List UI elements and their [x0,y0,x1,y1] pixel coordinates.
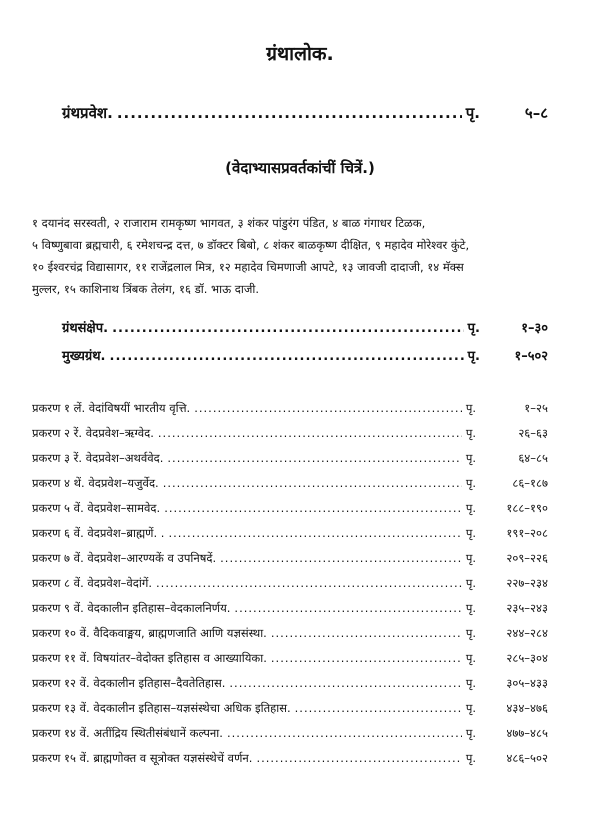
page-range: ५–८ [524,104,548,122]
page-range: २८५–३०४ [506,651,548,665]
page-range: १९१–२०८ [506,526,548,540]
chapter-row [32,751,548,766]
entry-label: मुख्यग्रंथ. [62,349,106,364]
page-range: ४७७–४८५ [506,726,548,740]
chapter-row [32,726,548,741]
leader-dots [110,349,464,364]
leader-dots [295,701,462,715]
chapter-title: प्रकरण ३ रें. वेदप्रवेश–अथर्ववेद. [32,451,164,465]
page-prefix: पृ. [465,751,476,765]
leader-dots [112,321,464,336]
chapter-title: प्रकरण ७ वें. वेदप्रवेश–आरण्यकें व उपनिषदें. [32,551,217,565]
chapter-row [32,626,548,641]
entry-label: ग्रंथसंक्षेप. [62,321,109,336]
page-range: १–२५ [524,401,548,415]
toc-entry-mukhyagranth [62,346,548,364]
page-range: १–५०२ [514,349,548,364]
page-range: १८८–१९० [506,501,548,515]
chapter-title: प्रकरण १३ वें. वेदकालीन इतिहास–यज्ञसंस्थेचा अधिक इतिहास. [32,701,291,715]
page-prefix: पृ. [465,626,476,640]
page-prefix: पृ. [465,701,476,715]
page-prefix: पृ. [465,526,476,540]
page-range: २४४–२८४ [506,626,548,640]
portraits-heading: (वेदाभ्यासप्रवर्तकांचीं चित्रें.) [225,159,375,177]
chapter-title: प्रकरण २ रें. वेदप्रवेश–ऋग्वेद. [32,426,154,440]
leader-dots [256,751,461,765]
chapter-title: प्रकरण ६ वें. वेदप्रवेश–ब्राह्मणें. . [32,526,165,540]
leader-dots [158,426,462,440]
chapter-row [32,401,548,416]
page-range: ३०५–४३३ [506,676,548,690]
entry-label: ग्रंथप्रवेश. [62,104,113,122]
leader-dots [271,651,462,665]
page-prefix: पृ. [465,551,476,565]
leader-dots [234,601,461,615]
page-range: ४३४–४७६ [506,701,548,715]
chapter-title: प्रकरण ४ थें. वेदप्रवेश–यजुर्वेद. [32,476,159,490]
chapter-title: प्रकरण ५ वें. वेदप्रवेश–सामवेद. [32,501,161,515]
page-range: ८६–१८७ [512,476,548,490]
portraits-line: ५ विष्णुबावा ब्रह्मचारी, ६ रमेशचन्द्र दत्त, ७ डॉक्टर बिबो, ८ शंकर बाळकृष्ण दीक्षित, ९ महादेव मोरेश्वर कुंटे, [32,238,470,252]
chapter-row [32,576,548,591]
page-range: ४८६–५०२ [506,751,548,765]
leader-dots [227,726,462,740]
leader-dots [168,526,461,540]
chapter-row [32,451,548,466]
page-prefix: पृ. [467,349,480,364]
chapter-row [32,426,548,441]
page-prefix: पृ. [465,676,476,690]
toc-entry-granthasankshep [62,318,548,336]
chapter-row [32,526,548,541]
chapter-title: प्रकरण १ लें. वेदांविषयीं भारतीय वृत्ति. [32,401,191,415]
chapter-row [32,701,548,716]
leader-dots [167,451,461,465]
chapter-row [32,651,548,666]
page-prefix: पृ. [465,401,476,415]
chapter-title: प्रकरण ११ वें. विषयांतर–वेदोक्त इतिहास व आख्यायिका. [32,651,267,665]
page-prefix: पृ. [465,601,476,615]
chapter-row [32,501,548,516]
leader-dots [220,551,462,565]
portraits-line: १० ईश्वरचंद्र विद्यासागर, ११ राजेंद्रलाल मित्र, १२ महादेव चिमणाजी आपटे, १३ जावजी दादाजी, १४ मॅक्स [32,260,464,274]
page-range: २०९–२२६ [506,551,548,565]
page-prefix: पृ. [465,426,476,440]
leader-dots [117,104,462,122]
chapter-row [32,601,548,616]
chapter-row [32,476,548,491]
chapter-title: प्रकरण १० वें. वैदिकवाङ्मय, ब्राह्मणजाति आणि यज्ञसंस्था. [32,626,267,640]
page-prefix: पृ. [465,451,476,465]
chapter-row [32,551,548,566]
leader-dots [156,576,462,590]
leader-dots [164,501,462,515]
page-prefix: पृ. [465,576,476,590]
page-range: २२७–२३४ [506,576,548,590]
page-range: १–३० [521,321,548,336]
toc-entry-granthapravesh [62,103,548,123]
page-prefix: पृ. [465,501,476,515]
chapter-title: प्रकरण १५ वें. ब्राह्मणोक्त व सूत्रोक्त यज्ञसंस्थेचें वर्णन. [32,751,253,765]
page-prefix: पृ. [465,104,480,122]
page-prefix: पृ. [465,726,476,740]
chapter-title: प्रकरण ८ वें. वेदप्रवेश–वेदांगें. [32,576,153,590]
page-title: ग्रंथालोक. [266,43,334,65]
leader-dots [271,626,462,640]
chapter-title: प्रकरण १४ वें. अतींद्रिय स्थितीसंबंधानें कल्पना. [32,726,223,740]
chapter-title: प्रकरण १२ वें. वेदकालीन इतिहास–दैवतेतिहास. [32,676,226,690]
chapter-row [32,676,548,691]
page-range: २३५–२४३ [506,601,548,615]
leader-dots [163,476,462,490]
portraits-line: मुल्लर, १५ काशिनाथ त्रिंबक तेलंग, १६ डॉ. भाऊ दाजी. [32,282,260,296]
page-prefix: पृ. [465,651,476,665]
page-range: २६–६३ [518,426,548,440]
page-prefix: पृ. [465,476,476,490]
leader-dots [194,401,462,415]
portraits-list [32,212,562,300]
chapter-title: प्रकरण ९ वें. वेदकालीन इतिहास–वेदकालनिर्णय. [32,601,231,615]
page-range: ६४–८५ [518,451,548,465]
portraits-line: १ दयानंद सरस्वती, २ राजाराम रामकृष्ण भागवत, ३ शंकर पांडुरंग पंडित, ४ बाळ गंगाधर टिळक, [32,216,426,230]
leader-dots [229,676,461,690]
page-prefix: पृ. [467,321,480,336]
